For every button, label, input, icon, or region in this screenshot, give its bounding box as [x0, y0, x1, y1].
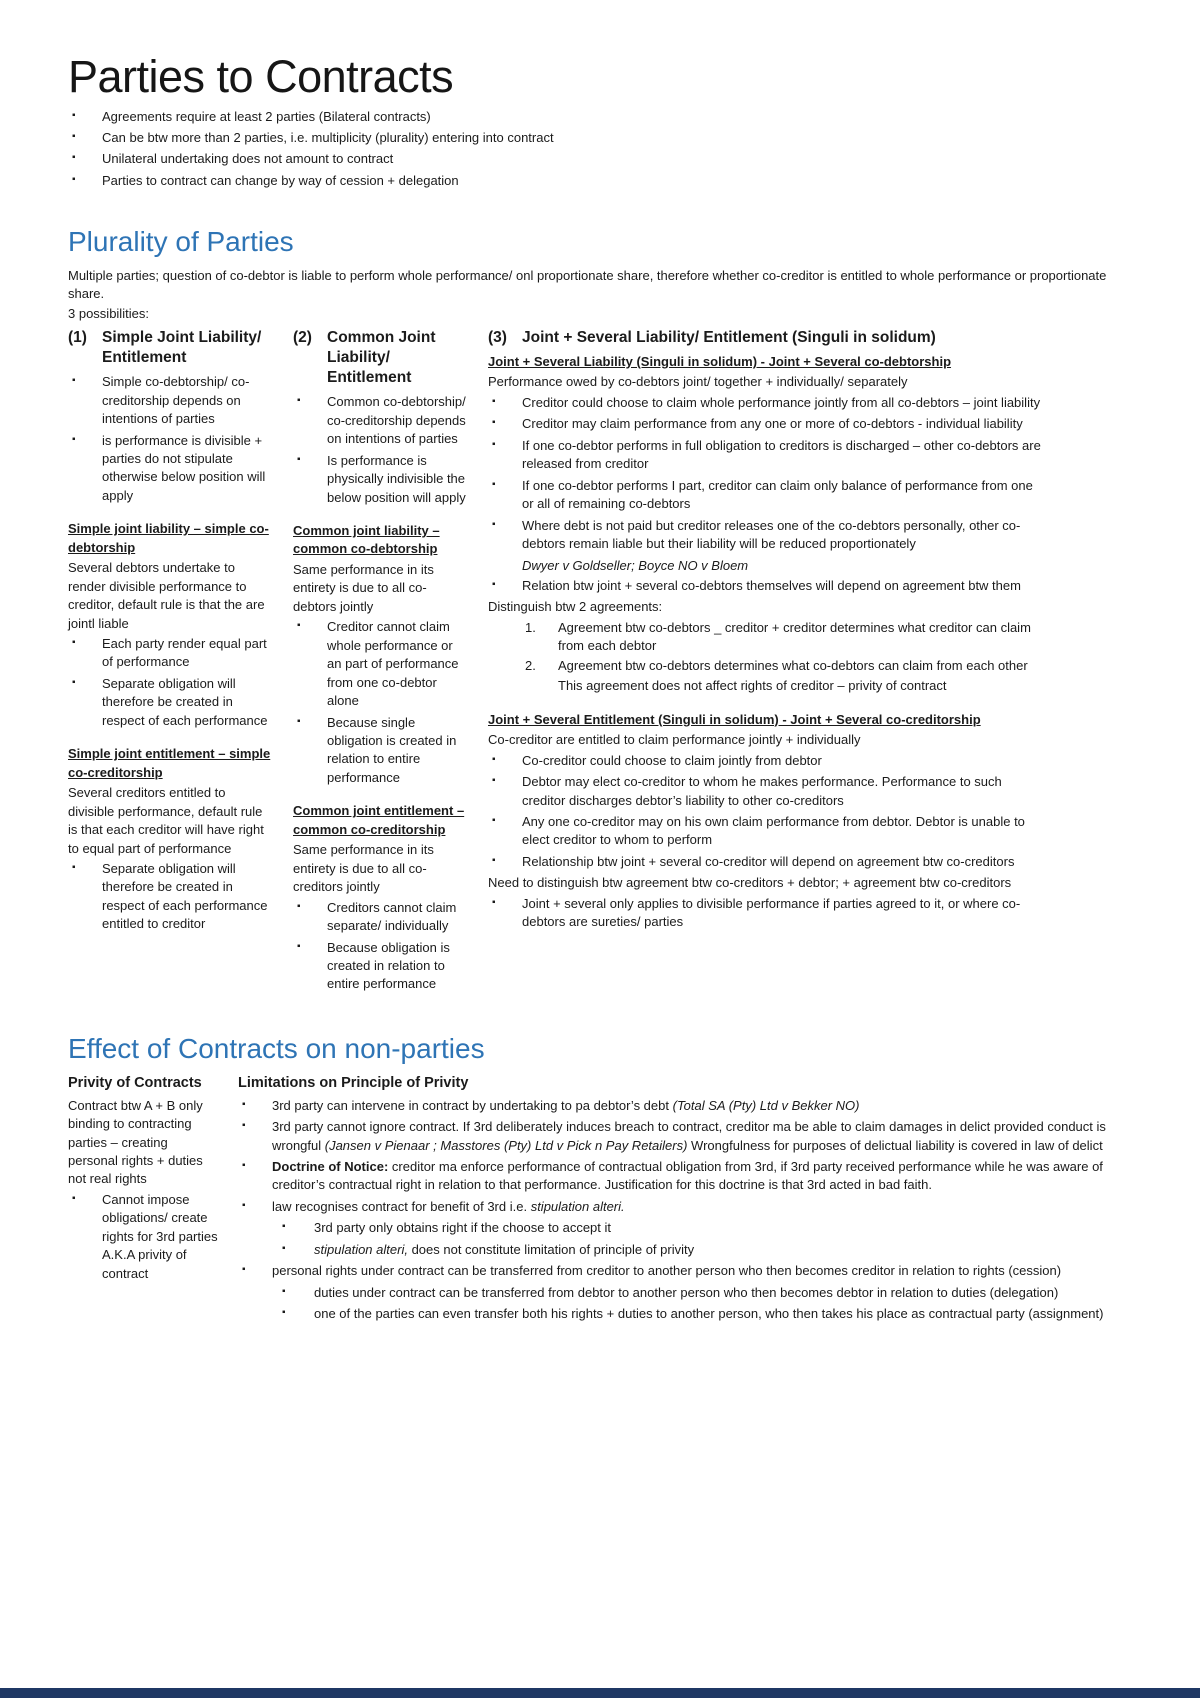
- bullet-item: ▪ Relationship btw joint + several co-creditor will depend on agreement btw co-creditors: [488, 853, 1043, 871]
- bullet-item: ▪ Creditors cannot claim separate/ individually: [293, 899, 468, 936]
- column-number: (3): [488, 328, 507, 346]
- subheading-simple-joint-liability: Simple joint liability – simple co-debtorship: [68, 521, 269, 555]
- item-text: Agreement btw co-debtors determines what co-debtors can claim from each other: [558, 657, 1028, 673]
- subheading-simple-joint-entitlement: Simple joint entitlement – simple co-creditorship: [68, 746, 271, 780]
- privity-text: Contract btw A + B only binding to contracting parties – creating personal rights + duties not real rights: [68, 1097, 203, 1187]
- section-heading-plurality: Plurality of Parties: [68, 226, 294, 258]
- column-simple-joint: [68, 328, 273, 997]
- need-distinguish-text: Need to distinguish btw agreement btw co-creditors + debtor; + agreement btw co-creditors: [488, 875, 1012, 891]
- bullet-text: one of the parties can even transfer both his rights + duties to another person, who then takes his place as contractual party (assignment): [314, 1306, 1104, 1322]
- subheading-common-joint-entitlement: Common joint entitlement – common co-creditorship: [293, 803, 465, 837]
- bullet-item: ▪ Creditor could choose to claim whole performance jointly from all co-debtors – joint liability: [488, 394, 1043, 412]
- bullet-item: ▪ Creditor may claim performance from any one or more of co-debtors - individual liability: [488, 415, 1043, 433]
- bullet-item: ▪ Relation btw joint + several co-debtors themselves will depend on agreement btw them: [488, 577, 1043, 595]
- subsection-text: Performance owed by co-debtors joint/ together + individually/ separately: [488, 374, 908, 390]
- column-heading: [68, 328, 273, 368]
- sub-bullet-item: [238, 1284, 1130, 1302]
- bullet-item: ▪ Separate obligation will therefore be created in respect of each performance: [68, 675, 273, 730]
- intro-bullet: ▪ Agreements require at least 2 parties (Bilateral contracts): [68, 108, 1130, 126]
- footer-bar: [0, 1688, 1200, 1698]
- bullet-item: ▪ Any one co-creditor may on his own claim performance from debtor. Debtor is unable to elect creditor to whom to perform: [488, 813, 1043, 850]
- bullet-item: ▪ Where debt is not paid but creditor releases one of the co-debtors personally, other co-debtors remain liable but their liability will be reduced proportionately: [488, 517, 1043, 554]
- latin-term: stipulation alteri,: [314, 1241, 408, 1257]
- bullet-item: ▪ Joint + several only applies to divisible performance if parties agreed to it, or where co-debtors are sureties/ parties: [488, 895, 1043, 932]
- column-number: (2): [293, 328, 312, 346]
- column-number: (1): [68, 328, 87, 346]
- privity-heading: Privity of Contracts: [68, 1075, 202, 1092]
- bullet-item: [238, 1158, 1130, 1195]
- column-title: Joint + Several Liability/ Entitlement (Singuli in solidum): [522, 328, 936, 346]
- plurality-columns: [68, 328, 1130, 997]
- bullet-item: ▪ Is performance is physically indivisible the below position will apply: [293, 452, 468, 507]
- subsection-text: Co-creditor are entitled to claim performance jointly + individually: [488, 732, 861, 748]
- subsection-text: Several creditors entitled to divisible performance, default rule is that each creditor will have right to equal part of performance: [68, 785, 264, 856]
- distinguish-note: This agreement does not affect rights of creditor – privity of contract: [558, 678, 947, 694]
- intro-bullet: ▪ Unilateral undertaking does not amount to contract: [68, 150, 1130, 168]
- effect-columns: [68, 1073, 1130, 1327]
- subheading-joint-several-liability: Joint + Several Liability (Singuli in solidum) - Joint + Several co-debtorship: [488, 354, 952, 369]
- item-text: Agreement btw co-debtors _ creditor + creditor determines what creditor can claim from each debtor: [558, 619, 1031, 654]
- subheading-common-joint-liability: Common joint liability – common co-debtorship: [293, 523, 440, 557]
- sub-bullet-item: [238, 1241, 1130, 1259]
- intro-bullet: ▪ Parties to contract can change by way of cession + delegation: [68, 172, 1130, 190]
- bullet-text: 3rd party cannot ignore contract. If 3rd deliberately induces breach to contract, creditor ma be able to claim damages in delict provided conduct is wrongful: [272, 1119, 1106, 1153]
- section-heading-effect: Effect of Contracts on non-parties: [68, 1032, 485, 1064]
- bullet-text: Wrongfulness for purposes of delictual liability is covered in law of delict: [687, 1137, 1103, 1153]
- numbered-item: [488, 619, 1043, 656]
- bullet-item: [238, 1262, 1130, 1280]
- page-title: Parties to Contracts: [68, 51, 454, 102]
- bullet-item: ▪ Common co-debtorship/ co-creditorship depends on intentions of parties: [293, 393, 468, 448]
- bullet-text: personal rights under contract can be transferred from creditor to another person who then becomes creditor in relation to rights (cession): [272, 1263, 1062, 1279]
- subsection-text: Several debtors undertake to render divisible performance to creditor, default rule is that the are jointl liable: [68, 560, 265, 631]
- bullet-item: ▪ Because single obligation is created in relation to entire performance: [293, 714, 468, 788]
- column-heading: [293, 328, 468, 388]
- bullet-text: law recognises contract for benefit of 3rd i.e.: [272, 1198, 531, 1214]
- intro-bullet-list: [68, 108, 1130, 191]
- subsection-text: Same performance in its entirety is due to all co-debtors jointly: [293, 561, 434, 614]
- subsection-text: Same performance in its entirety is due to all co-creditors jointly: [293, 842, 434, 895]
- bullet-item: ▪ is performance is divisible + parties do not stipulate otherwise below position will apply: [68, 432, 273, 506]
- intro-bullet: ▪ Can be btw more than 2 parties, i.e. multiplicity (plurality) entering into contract: [68, 129, 1130, 147]
- limitations-heading: Limitations on Principle of Privity: [238, 1075, 469, 1092]
- case-citation: Dwyer v Goldseller; Boyce NO v Bloem: [522, 557, 749, 573]
- bullet-text: does not constitute limitation of principle of privity: [407, 1241, 695, 1257]
- bullet-item: [238, 1118, 1130, 1155]
- column-heading: [488, 328, 1043, 348]
- bullet-item: ▪ If one co-debtor performs I part, creditor can claim only balance of performance from one or all of remaining co-debtors: [488, 477, 1043, 514]
- item-number: 2.: [525, 657, 536, 673]
- bullet-item: ▪ Debtor may elect co-creditor to whom he makes performance. Performance to such creditor discharges debtor’s liability to other co-creditors: [488, 773, 1043, 810]
- case-citation: (Jansen v Pienaar ; Masstores (Pty) Ltd v Pick n Pay Retailers): [324, 1137, 688, 1153]
- bullet-item: ▪ Creditor cannot claim whole performance or an part of performance from one co-debtor alone: [293, 618, 468, 710]
- case-citation: (Total SA (Pty) Ltd v Bekker NO): [672, 1097, 860, 1113]
- bullet-item: ▪ If one co-debtor performs in full obligation to creditors is discharged – other co-debtors are released from creditor: [488, 437, 1043, 474]
- column-title: Simple Joint Liability/ Entitlement: [102, 328, 262, 366]
- bullet-text: 3rd party can intervene in contract by undertaking to pa debtor’s debt: [272, 1097, 673, 1113]
- latin-term: stipulation alteri.: [530, 1198, 625, 1214]
- sub-bullet-item: [238, 1305, 1130, 1323]
- bullet-text: duties under contract can be transferred from debtor to another person who then becomes debtor in relation to duties (delegation): [314, 1284, 1059, 1300]
- bullet-item: ▪ Co-creditor could choose to claim jointly from debtor: [488, 752, 1043, 770]
- bullet-item: ▪ Cannot impose obligations/ create rights for 3rd parties A.K.A privity of contract: [68, 1191, 220, 1283]
- numbered-item: [488, 657, 1043, 675]
- bullet-text: creditor ma enforce performance of contractual obligation from 3rd, if 3rd party received performance while he was aware of creditor’s contractual right in relation to that performance. Justification for this doctrine is that 3rd acted in bad faith.: [272, 1159, 1103, 1193]
- subheading-joint-several-entitlement: Joint + Several Entitlement (Singuli in solidum) - Joint + Several co-creditorship: [488, 711, 981, 727]
- doctrine-label: Doctrine of Notice:: [272, 1159, 389, 1174]
- possibilities-label: 3 possibilities:: [68, 306, 149, 322]
- bullet-item: ▪ Because obligation is created in relation to entire performance: [293, 939, 468, 994]
- plurality-intro-text: Multiple parties; question of co-debtor is liable to perform whole performance/ onl proportionate share, therefore whether co-creditor is entitled to whole performance or proportionate share.: [68, 267, 1107, 301]
- bullet-item: ▪ Simple co-debtorship/ co-creditorship depends on intentions of parties: [68, 373, 273, 428]
- column-common-joint: [293, 328, 468, 997]
- bullet-item: ▪ Each party render equal part of performance: [68, 635, 273, 672]
- bullet-text: 3rd party only obtains right if the choose to accept it: [314, 1220, 612, 1236]
- item-number: 1.: [525, 619, 536, 635]
- column-title: Common Joint Liability/ Entitlement: [327, 328, 436, 387]
- bullet-item: ▪ Separate obligation will therefore be created in respect of each performance entitled to creditor: [68, 860, 273, 934]
- bullet-item: [238, 1198, 1130, 1216]
- distinguish-label: Distinguish btw 2 agreements:: [488, 599, 663, 615]
- privity-column: [68, 1073, 220, 1327]
- bullet-item: [238, 1097, 1130, 1115]
- limitations-column: [238, 1073, 1130, 1327]
- column-joint-several: [488, 328, 1043, 997]
- sub-bullet-item: [238, 1219, 1130, 1237]
